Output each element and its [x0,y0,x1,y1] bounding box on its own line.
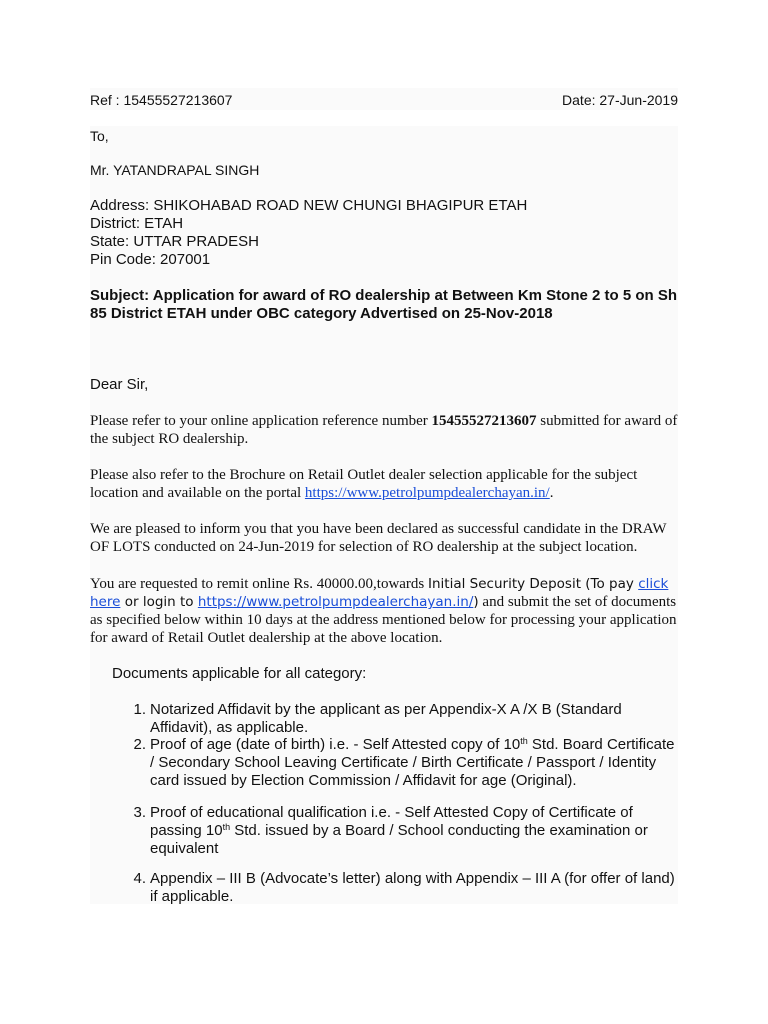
list-item-text [150,736,680,790]
ref-date-line [90,92,678,108]
reference-number: Ref : 15455527213607 [90,92,233,108]
list-item-text-b: Std. Board Certificate / Secondary School Leaving Certificate / Birth Certificate / Passport / Identity card issued by Election Commission / Affidavit for age (Original). [150,736,675,789]
subject-line: Subject: Application for award of RO dealership at Between Km Stone 2 to 5 on Sh 85 District ETAH under OBC category Advertised on 25-Nov-2018 [90,287,678,322]
list-item-number: 1. [133,701,146,718]
list-item-text-a: Proof of educational qualification i.e. - Self Attested Copy of Certificate of passing 10 [150,804,633,839]
documents-heading: Documents applicable for all category: [112,665,367,682]
list-item-number: 2. [133,736,146,753]
recipient-pin: Pin Code: 207001 [90,251,211,268]
para4-text-e: and submit the set of documents as specified below within 10 days at the address mentioned below for processing your application for award of Retail Outlet dealership at the above location. [90,594,677,646]
para1-text-b: submitted for award of the subject RO dealership. [90,413,678,447]
paragraph-draw-result: We are pleased to inform you that you have been declared as successful candidate in the DRAW OF LOTS conducted on 24-Jun-2019 for selection of RO dealership at the subject location. [90,521,667,555]
para4-text-d: ) [473,594,479,610]
list-item-text: Notarized Affidavit by the applicant as per Appendix-X A /X B (Standard Affidavit), as applicable. [150,701,622,736]
portal-link[interactable]: https://www.petrolpumpdealerchayan.in/ [304,485,550,501]
list-item-text-b: Std. issued by a Board / School conducting the examination or equivalent [150,822,648,857]
list-item-number: 3. [133,804,146,821]
para4-text-c: or login to [120,594,198,610]
recipient-address: Address: SHIKOHABAD ROAD NEW CHUNGI BHAGIPUR ETAH [90,197,528,214]
click-here-link[interactable]: click here [90,576,669,610]
application-reference-number: 15455527213607 [431,413,537,429]
list-item-text-a: Proof of age (date of birth) i.e. - Self Attested copy of 10 [150,736,521,753]
paragraph-reference [90,412,678,448]
para2-text-b: . [549,485,554,501]
recipient-address-block [90,197,678,269]
para4-text-b: Initial Security Deposit (To pay [428,576,639,592]
recipient-district: District: ETAH [90,215,184,232]
to-label: To, [90,128,109,144]
portal-login-link[interactable]: https://www.petrolpumpdealerchayan.in/ [197,594,474,610]
para1-text-a: Please refer to your online application reference number [90,413,432,429]
recipient-name: Mr. YATANDRAPAL SINGH [90,162,260,178]
list-item-superscript: th [222,822,231,832]
list-item-superscript: th [520,736,528,746]
salutation: Dear Sir, [90,376,149,393]
para2-text-a: Please also refer to the Brochure on Retail Outlet dealer selection applicable for the subject location and available on the portal [90,467,638,501]
recipient-state: State: UTTAR PRADESH [90,233,259,250]
paragraph-remittance [90,575,678,647]
list-item-number: 4. [133,870,146,887]
letter-date: Date: 27-Jun-2019 [562,92,678,108]
paragraph-brochure [90,466,678,502]
para4-text-a: You are requested to remit online Rs. 40000.00,towards [90,576,429,592]
list-item-text: Appendix – III B (Advocate’s letter) along with Appendix – III A (for offer of land) if applicable. [150,870,675,905]
list-item-text [150,804,680,858]
